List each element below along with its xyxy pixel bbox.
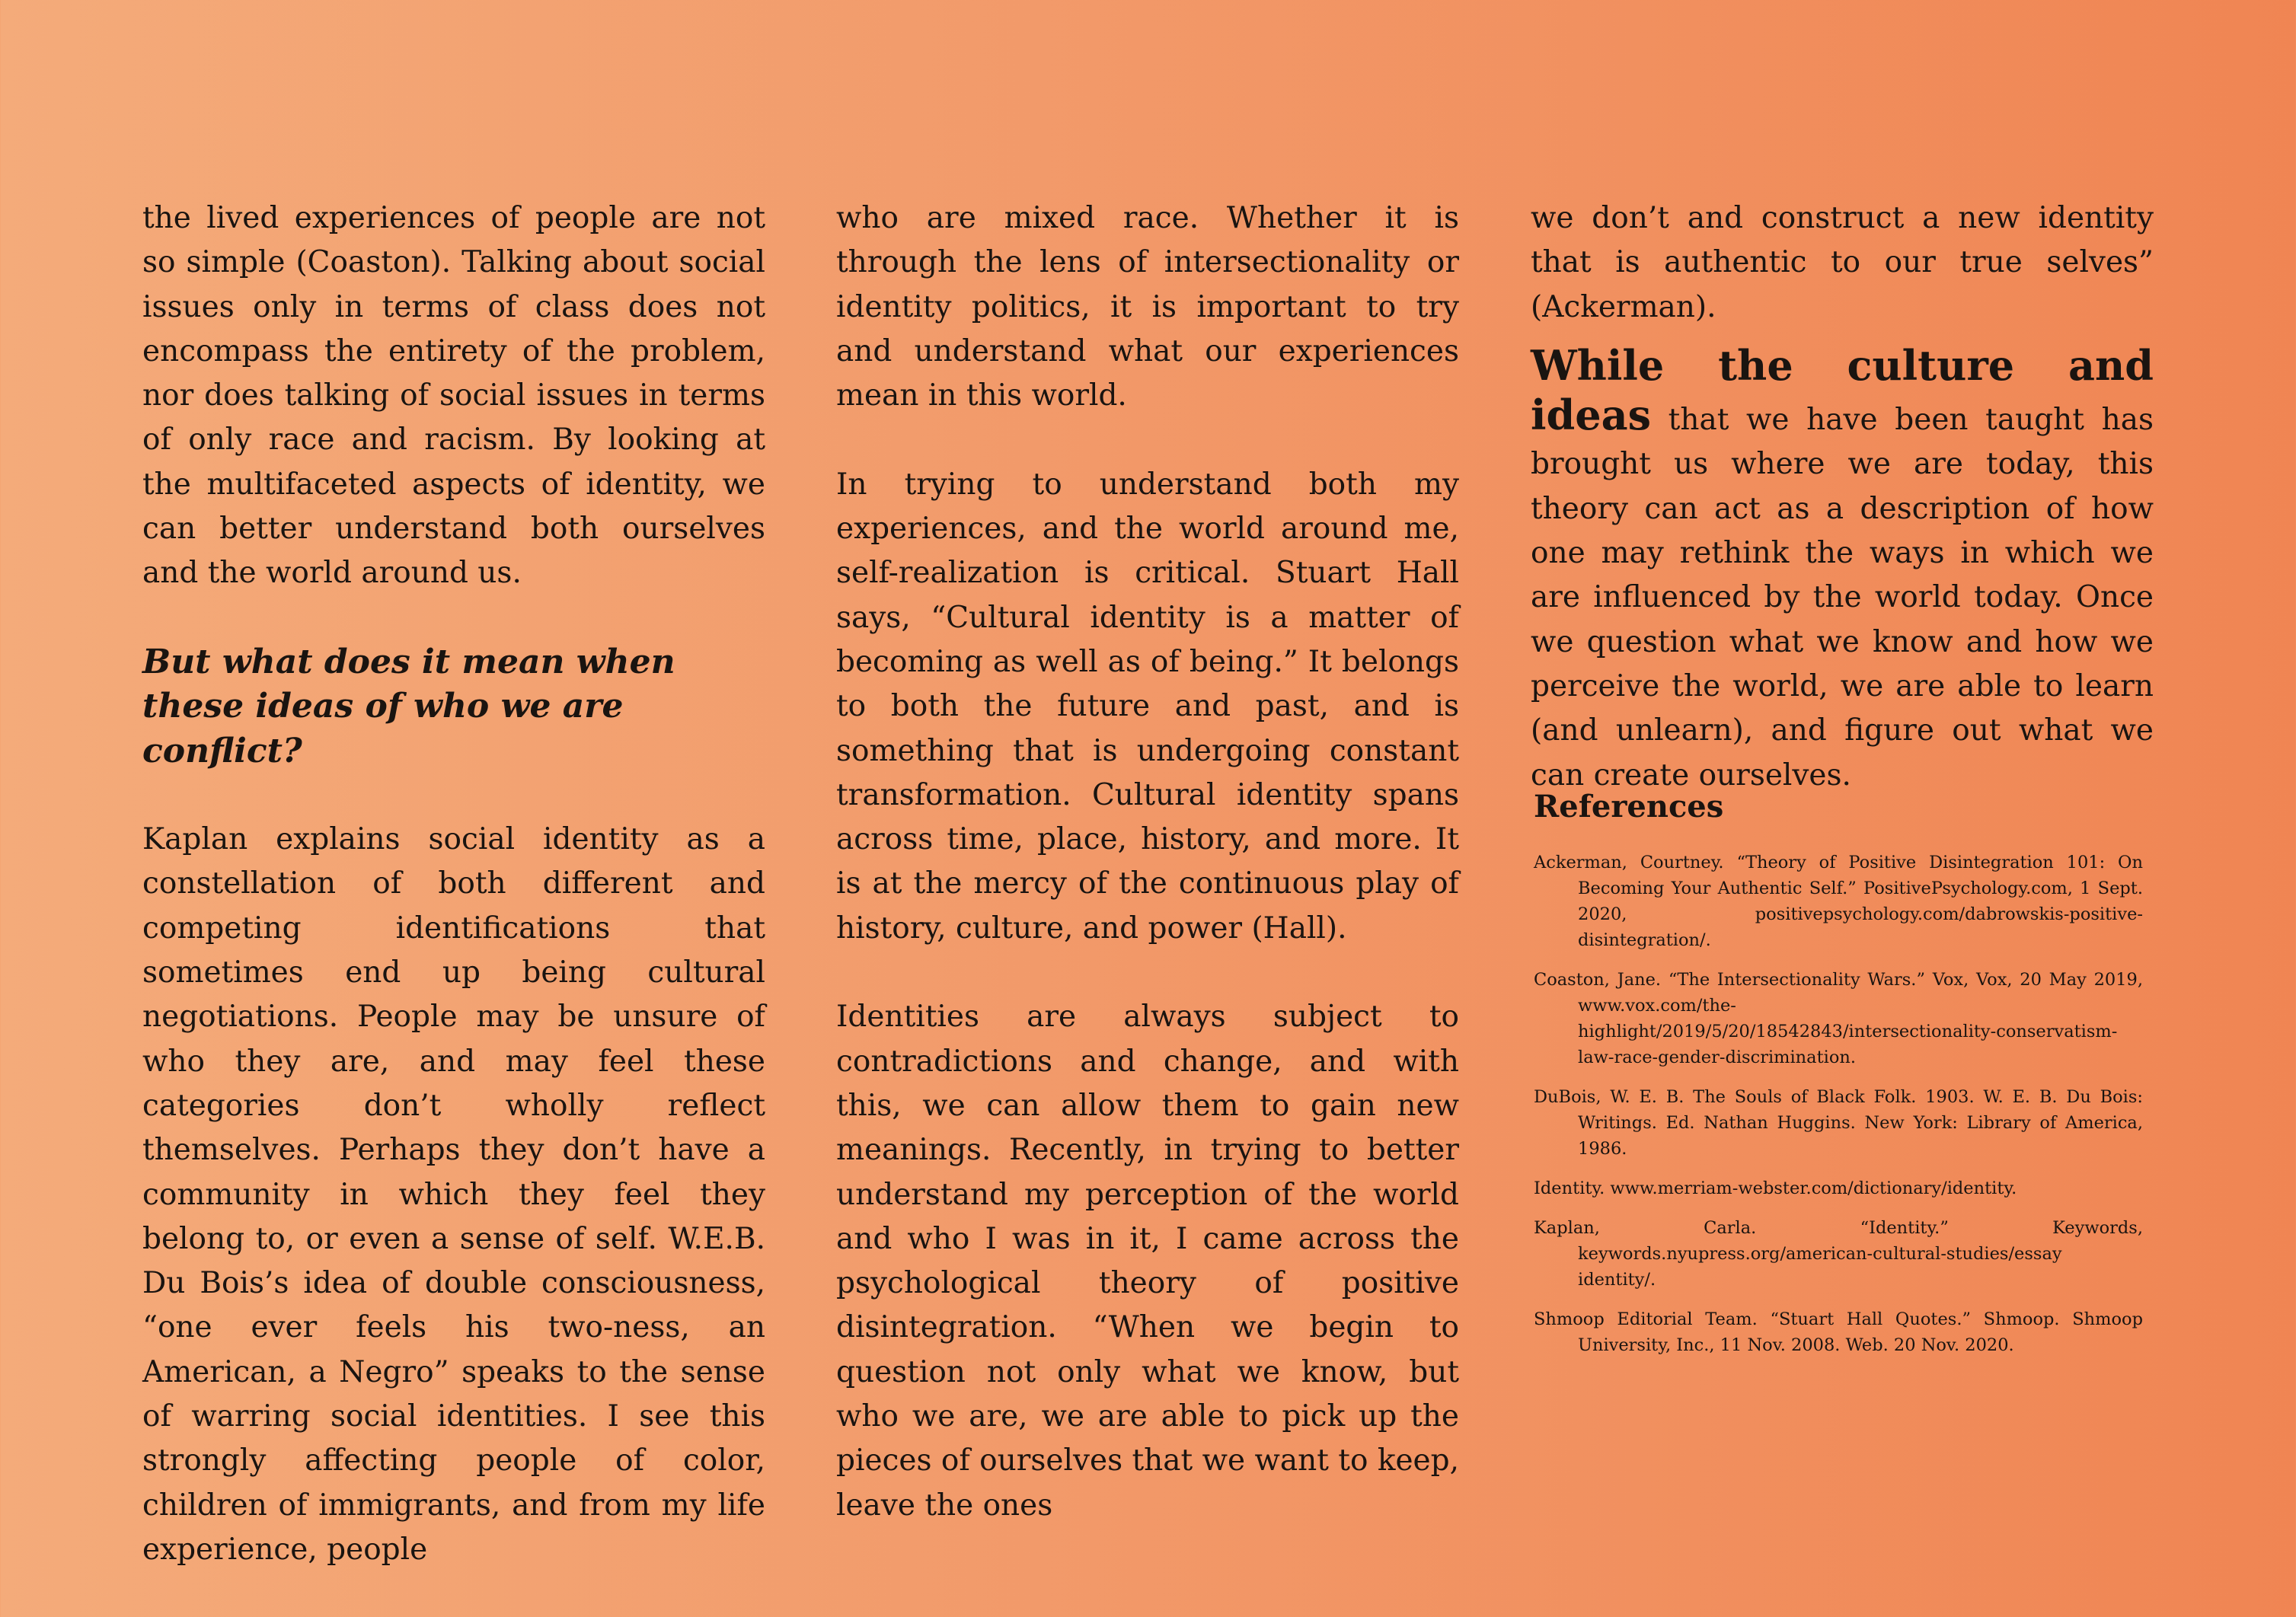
- references-section: [1534, 784, 2143, 1372]
- body-paragraph: Kaplan explains social identity as a constellation of both different and competing identifications that sometimes end up being cultural negotiations. People may be unsure of who they are, and may feel these categories don’t wholly reflect themselves. Perhaps they don’t have a community in which they feel they belong to, or even a sense of self. W.E.B. Du Bois’s idea of double consciousness, “one ever feels his two-ness, an American, a Negro” speaks to the sense of warring social identities. I see this strongly affecting people of color, children of immigrants, and from my life experience, people: [142, 822, 765, 1567]
- column-1: [142, 196, 765, 1617]
- body-paragraph: Identities are always subject to contradictions and change, and with this, we can allow them to gain new meanings. Recently, in trying to better understand my perception of the world and who I was in it, I came across the psychological theory of positive disintegration. “When we begin to question not only what we know, but who we are, we are able to pick up the pieces of ourselves that we want to keep, leave the ones: [836, 1000, 1459, 1523]
- column-3: [1531, 196, 2154, 842]
- reference-entry: Ackerman, Courtney. “Theory of Positive Disintegration 101: On Becoming Your Authentic Self.” PositivePsychology.com, 1 Sept. 2020, positivepsychology.com/dabrowskis-positive-disintegration/.: [1534, 853, 2143, 950]
- reference-entry: Coaston, Jane. “The Intersectionality Wars.” Vox, Vox, 20 May 2019, www.vox.com/the-highlight/2019/5/20/18542843/intersectionality-conservatism-law-race-gender-discrimination.: [1534, 970, 2143, 1067]
- paragraph-continuation: that we have been taught has brought us where we are today, this theory can act as a description of how one may rethink the ways in which we are influenced by the world today. Once we question what we know and how we perceive the world, we are able to learn (and unlearn), and figure out what we can create ourselves.: [1531, 403, 2154, 793]
- reference-entry: Shmoop Editorial Team. “Stuart Hall Quotes.” Shmoop. Shmoop University, Inc., 11 Nov. 2008. Web. 20 Nov. 2020.: [1534, 1309, 2143, 1355]
- body-paragraph: [1531, 340, 2154, 798]
- body-paragraph: the lived experiences of people are not so simple (Coaston). Talking about social issues only in terms of class does not encompass the entirety of the problem, nor does talking of social issues in terms of only race and racism. By looking at the multifaceted aspects of identity, we can better understand both ourselves and the world around us.: [142, 201, 765, 591]
- section-subheading: But what does it mean when these ideas of who we are conflict?: [142, 642, 675, 770]
- reference-entry: Identity. www.merriam-webster.com/dictionary/identity.: [1534, 1178, 2017, 1198]
- body-paragraph: who are mixed race. Whether it is through the lens of intersectionality or identity politics, it is important to try and understand what our experiences mean in this world.: [836, 201, 1459, 413]
- references-heading: References: [1534, 789, 1724, 824]
- body-paragraph: In trying to understand both my experiences, and the world around me, self-realization is critical. Stuart Hall says, “Cultural identity is a matter of becoming as well as of being.” It belongs to both the future and past, and is something that is undergoing constant transformation. Cultural identity spans across time, place, history, and more. It is at the mercy of the continuous play of history, culture, and power (Hall).: [836, 467, 1459, 946]
- column-2: [836, 196, 1459, 1572]
- reference-entry: Kaplan, Carla. “Identity.” Keywords, keywords.nyupress.org/american-cultural-studies/essay identity/.: [1534, 1218, 2143, 1290]
- body-paragraph: we don’t and construct a new identity that is authentic to our true selves” (Ackerman).: [1531, 201, 2154, 324]
- lead-in-bold-phrase: While the culture and ideas: [1531, 340, 2154, 440]
- reference-entry: DuBois, W. E. B. The Souls of Black Folk. 1903. W. E. B. Du Bois: Writings. Ed. Nathan Huggins. New York: Library of America, 1986.: [1534, 1087, 2143, 1159]
